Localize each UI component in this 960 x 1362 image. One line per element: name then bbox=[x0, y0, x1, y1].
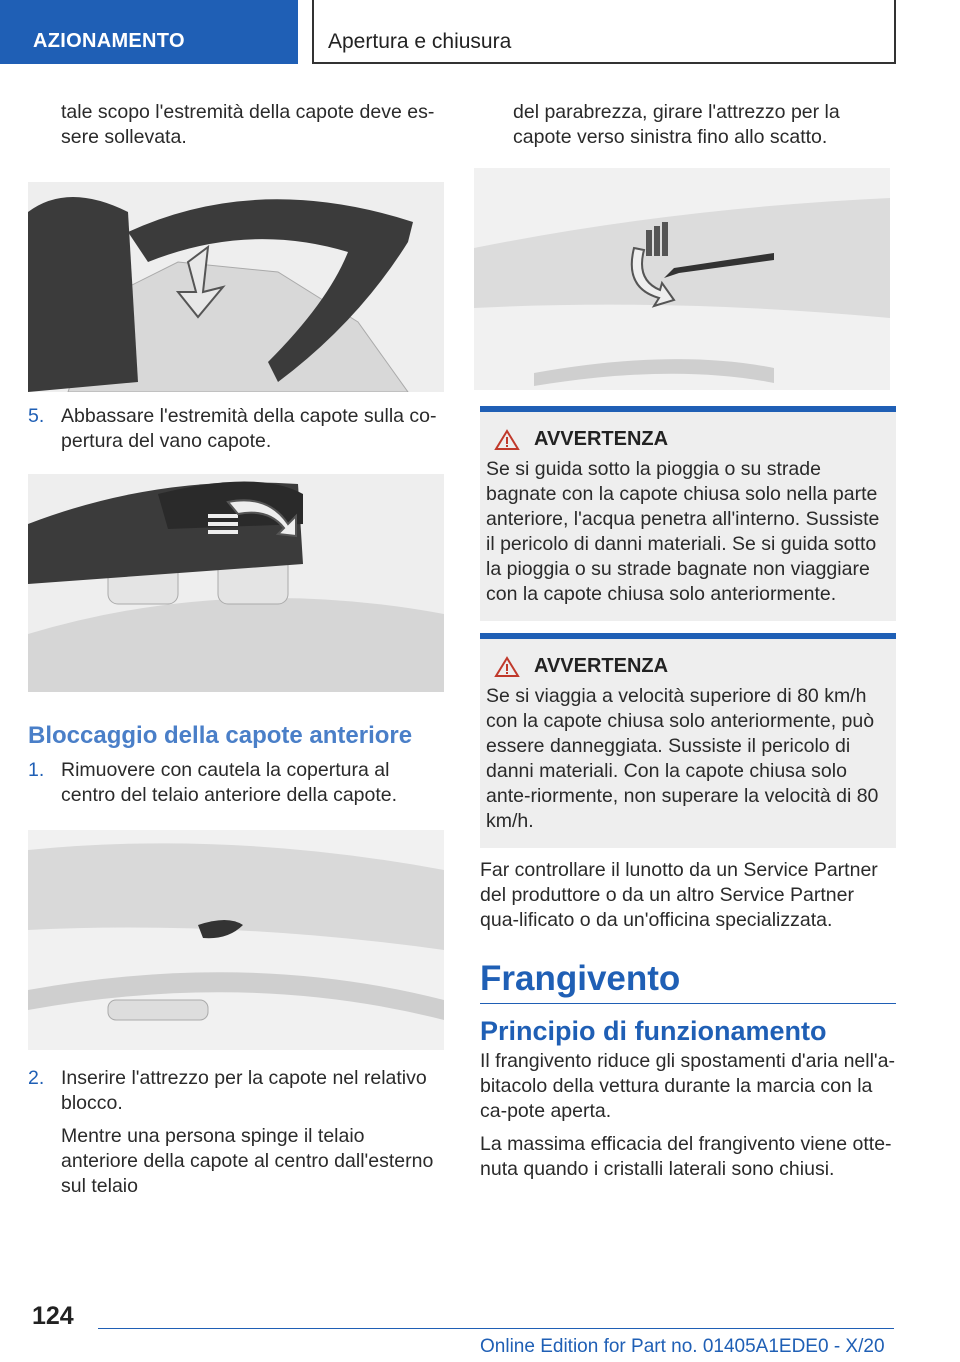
roof-lower-illustration bbox=[28, 474, 444, 692]
warning-triangle-icon bbox=[494, 429, 520, 451]
warning-1-title: AVVERTENZA bbox=[534, 428, 669, 450]
step-1-text: Rimuovere con cautela la copertura al centro del telaio anteriore della capote. bbox=[61, 759, 398, 806]
page-number: 124 bbox=[32, 1302, 74, 1330]
heading-bloccaggio: Bloccaggio della capote anteriore bbox=[28, 722, 413, 749]
step-1 bbox=[28, 758, 444, 808]
left-column bbox=[28, 100, 444, 1199]
warning-box-2 bbox=[480, 633, 896, 848]
step-2-continuation: Mentre una persona spinge il telaio anteriore della capote al centro dall'esterno sul telaio bbox=[61, 1125, 434, 1197]
figure-front-frame bbox=[28, 830, 444, 1050]
edition-text: Online Edition for Part no. 01405A1EDE0 - X/20 bbox=[480, 1336, 885, 1357]
left-intro-text: tale scopo l'estremità della capote deve es‐sere sollevata. bbox=[61, 101, 435, 148]
heading-principio: Principio di funzionamento bbox=[480, 1016, 827, 1046]
warning-1-text: Se si guida sotto la pioggia o su strade bagnate con la capote chiusa solo nella parte anteriore, l'acqua penetra all'interno. Sussiste il pericolo di danni materiali. Se si guida sotto la pioggia o su strade bagnate non viaggiare con la capote chiusa solo anteriormente. bbox=[486, 458, 880, 605]
right-column bbox=[480, 100, 896, 1182]
principio-paragraph-1: Il frangivento riduce gli spostamenti d'aria nell'a‐bitacolo della vettura durante la marcia con la ca‐pote aperta. bbox=[480, 1050, 895, 1122]
warning-1-header bbox=[486, 428, 888, 451]
topic-tab: Apertura e chiusura bbox=[312, 0, 896, 64]
principio-paragraph-2: La massima efficacia del frangivento viene otte‐nuta quando i cristalli laterali sono chiusi. bbox=[480, 1133, 892, 1180]
step-5-text: Abbassare l'estremità della capote sulla co‐pertura del vano capote. bbox=[61, 405, 437, 452]
figure-tool-rotate bbox=[474, 168, 890, 390]
warning-2-header bbox=[486, 655, 888, 678]
footer-divider bbox=[98, 1328, 894, 1329]
figure-roof-lift bbox=[28, 182, 444, 392]
service-partner-text: Far controllare il lunotto da un Service Partner del produttore o da un altro Service Partner qua‐lificato o da un'officina specializzata. bbox=[480, 859, 878, 931]
step-5-number: 5. bbox=[28, 405, 45, 427]
front-frame-illustration bbox=[28, 830, 444, 1050]
heading-frangivento: Frangivento bbox=[480, 959, 896, 1004]
step-5 bbox=[28, 404, 444, 454]
section-tab: AZIONAMENTO bbox=[0, 0, 298, 64]
warning-triangle-icon bbox=[494, 656, 520, 678]
step-2 bbox=[28, 1066, 444, 1116]
warning-2-title: AVVERTENZA bbox=[534, 655, 669, 677]
step-2-text: Inserire l'attrezzo per la capote nel relativo blocco. bbox=[61, 1067, 427, 1114]
warning-2-text: Se si viaggia a velocità superiore di 80 km/h con la capote chiusa solo anteriormente, può essere danneggiata. Sussiste il pericolo di danni materiali. Con la capote chiusa solo ante‐riormente, non superare la velocità di 80 km/h. bbox=[486, 685, 879, 832]
step-2-number: 2. bbox=[28, 1067, 45, 1089]
roof-lift-illustration bbox=[28, 182, 444, 392]
right-intro-text: del parabrezza, girare l'attrezzo per la capote verso sinistra fino allo scatto. bbox=[513, 101, 840, 148]
warning-box-1 bbox=[480, 406, 896, 621]
step-1-number: 1. bbox=[28, 759, 45, 781]
page-header bbox=[0, 0, 960, 66]
tool-rotate-illustration bbox=[474, 168, 890, 390]
figure-roof-lower bbox=[28, 474, 444, 692]
